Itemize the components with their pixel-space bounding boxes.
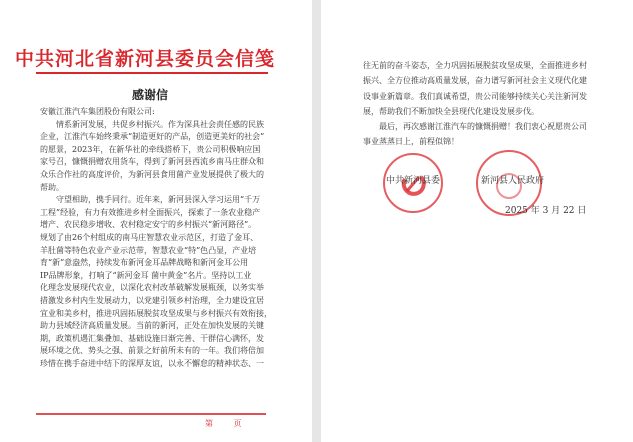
text-line: 措激发乡村内生发展动力，以党建引领乡村治理，全力建设宜居 [40, 295, 264, 305]
letter-title: 感谢信 [131, 88, 168, 102]
text-line: 珍惜在携手奋进中结下的深厚友谊，以永不懈怠的精神状态、一 [40, 358, 264, 368]
page-gap [312, 0, 321, 442]
text-line: 育“新”意盎然，持续发布新河金耳品牌战略和新河金耳公用 [40, 258, 249, 268]
footer-rule [36, 413, 266, 415]
letterhead-rule [36, 72, 268, 74]
text-line: 帮助。 [40, 182, 64, 192]
text-line: 企业，江淮汽车始终秉承“制造更好的产品，创造更美好的社会” [40, 132, 265, 142]
text-line: 守望相助，携手同行。近年来，新河县深入学习运用“千万 [56, 195, 261, 205]
letter-body-page-1 [40, 106, 272, 370]
text-line: 振兴、全方位推动高质量发展，奋力谱写新河社会主义现代化建 [363, 76, 587, 86]
text-line: 宜业和美乡村，推进巩固拓展脱贫攻坚成果与乡村振兴有效衔接， [40, 308, 272, 318]
salutation: 安徽江淮汽车集团股份有限公司: [40, 107, 155, 116]
letterhead-title: 中共河北省新河县委员会信笺 [14, 48, 275, 70]
text-line: 展，帮助我们不断加快全县现代化建设发展步伐。 [363, 106, 539, 116]
signature-government: 新河县人民政府 [481, 176, 545, 186]
text-line: 规划了由26个村组成的南马庄智慧农业示范区，打造了金耳、 [40, 232, 259, 242]
text-line: 设事业新篇章。我们真诚希望，贵公司能够持续关心关注新河发 [363, 91, 587, 101]
text-line: 助力县域经济高质量发展。当前的新河，正处在加快发展的关键 [40, 321, 264, 331]
text-line: 的愿景，2023年，在新华社的牵线搭桥下，贵公司积极响应国 [40, 144, 261, 154]
text-line: 情系新河发展，共促乡村振兴。作为深具社会责任感的民族 [56, 119, 264, 129]
page-footer: 第 页 [205, 419, 242, 428]
text-line: 工程”经验，有力有效推进乡村全面振兴，探索了一条农业稳产 [40, 207, 261, 217]
text-line: 展环境之优、势头之强、前景之好前所未有的一年。我们将倍加 [40, 346, 264, 356]
text-line: 众乐合作社的高度评价，为新河县食用菌产业发展提供了极大的 [40, 169, 264, 179]
text-line: 化理念发展现代农业，以深化农村改革破解发展瓶颈，以务实举 [40, 283, 264, 293]
letter-date: 2025 年 3 月 22 日 [505, 206, 587, 216]
text-line: 最后，再次感谢江淮汽车的慷慨捐赠！我们衷心祝愿贵公司 [379, 122, 587, 132]
text-line: 期，政策机遇汇集叠加、基础设施日渐完善、干群信心满怀，发 [40, 333, 264, 343]
signature-party-committee: 中共新河县委 [386, 176, 441, 186]
text-line: 家号召，慷慨捐赠农用货车，得到了新河县西流乡南马庄群众和 [40, 157, 264, 167]
text-line: 事业蒸蒸日上，前程似锦！ [363, 137, 459, 147]
letter-body-page-2 [363, 58, 587, 150]
text-line: 增产、农民稳步增收、农村稳定安宁的乡村振兴“新河路径”。 [40, 220, 257, 230]
text-line: IP品牌形象，打响了“新河金耳 菌中黄金”名片。坚持以工业 [40, 270, 252, 280]
text-line: 往无前的奋斗姿态，全力巩固拓展脱贫攻坚成果，全面推进乡村 [363, 61, 587, 70]
letter-page-1 [0, 0, 312, 442]
text-line: 羊肚菌等特色农业产业示范带，智慧农业“特”色凸显，产业培 [40, 245, 257, 255]
letter-page-2 [321, 0, 633, 442]
